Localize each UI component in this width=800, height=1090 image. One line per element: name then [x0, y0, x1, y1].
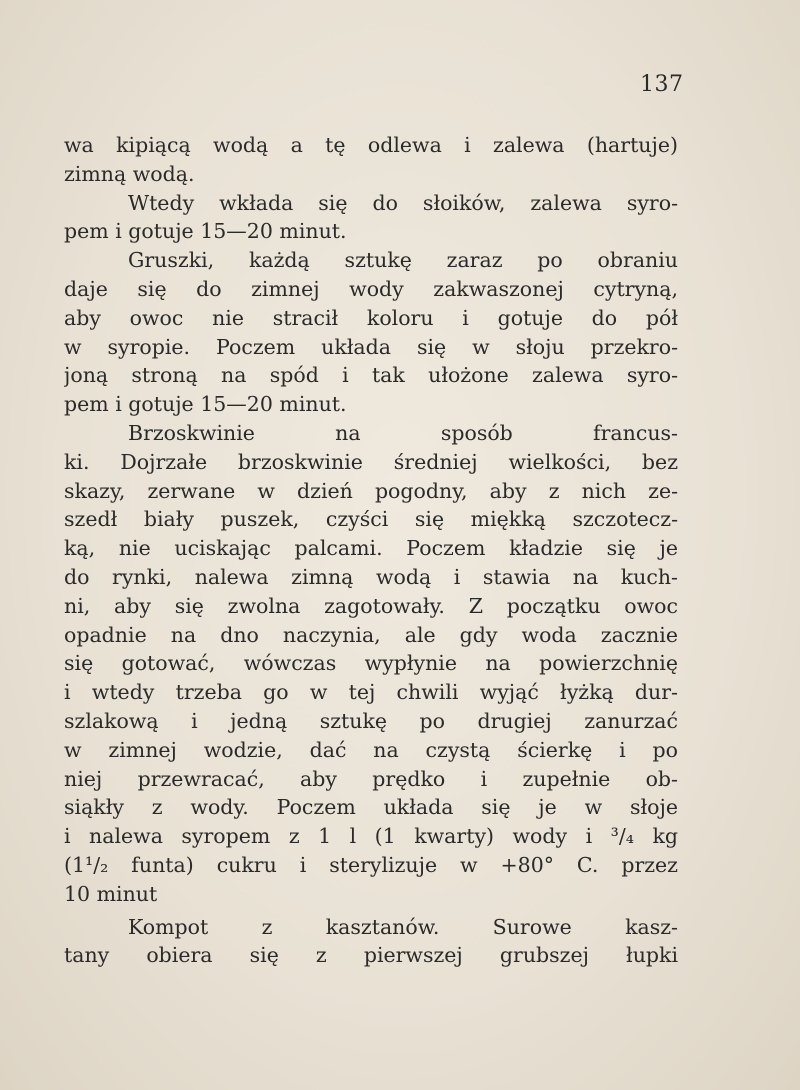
text-line: pem i gotuje 15—20 minut. [64, 392, 347, 417]
text-line: szedł biały puszek, czyści się miękką szczotecz- [64, 507, 678, 532]
recipe-heading-line: Kompot z kasztanów. Surowe kasz- [128, 914, 678, 939]
text-line: pem i gotuje 15—20 minut. [64, 219, 347, 244]
text-line: aby owoc nie stracił koloru i gotuje do pół [64, 305, 678, 330]
text-line: ki. Dojrzałe brzoskwinie średniej wielkości, bez [64, 449, 678, 474]
text-line: skazy, zerwane w dzień pogodny, aby z nich ze- [64, 478, 678, 503]
text-line: w zimnej wodzie, dać na czystą ścierkę i po [64, 737, 678, 762]
text-line: w syropie. Poczem układa się w słoju przekro- [64, 334, 678, 359]
text-line: joną stroną na spód i tak ułożone zalewa syro- [64, 363, 678, 388]
page-number: 137 [640, 72, 684, 97]
text-line: siąkły z wody. Poczem układa się je w słoje [64, 795, 678, 820]
text-line: ni, aby się zwolna zagotowały. Z początku owoc [64, 593, 678, 618]
text-line: Wtedy wkłada się do słoików, zalewa syro- [128, 190, 678, 215]
recipe-heading-line: Gruszki, każdą sztukę zaraz po obraniu [128, 248, 678, 273]
text-line: tany obiera się z pierwszej grubszej łupki [64, 943, 678, 968]
text-line: (1¹/₂ funta) cukru i sterylizuje w +80° C. przez [64, 852, 678, 877]
text-line: szlakową i jedną sztukę po drugiej zanurzać [64, 708, 678, 733]
text-line: i wtedy trzeba go w tej chwili wyjąć łyżką dur- [64, 680, 678, 705]
text-line: niej przewracać, aby prędko i zupełnie ob- [64, 766, 678, 791]
text-line: i nalewa syropem z 1 l (1 kwarty) wody i ³/₄ kg [64, 824, 678, 849]
text-line: do rynki, nalewa zimną wodą i stawia na kuch- [64, 564, 678, 589]
text-line: opadnie na dno naczynia, ale gdy woda zacznie [64, 622, 678, 647]
text-line: daje się do zimnej wody zakwaszonej cytryną, [64, 276, 678, 301]
text-line: się gotować, wówczas wypłynie na powierzchnię [64, 651, 678, 676]
recipe-heading-line: Brzoskwinie na sposób francus- [128, 420, 678, 445]
body-text [64, 131, 678, 970]
text-line: ką, nie uciskając palcami. Poczem kładzie się je [64, 536, 678, 561]
text-line: wa kipiącą wodą a tę odlewa i zalewa (hartuje) [64, 133, 678, 157]
text-line: zimną wodą. [64, 161, 195, 186]
text-line: 10 minut [64, 881, 158, 906]
